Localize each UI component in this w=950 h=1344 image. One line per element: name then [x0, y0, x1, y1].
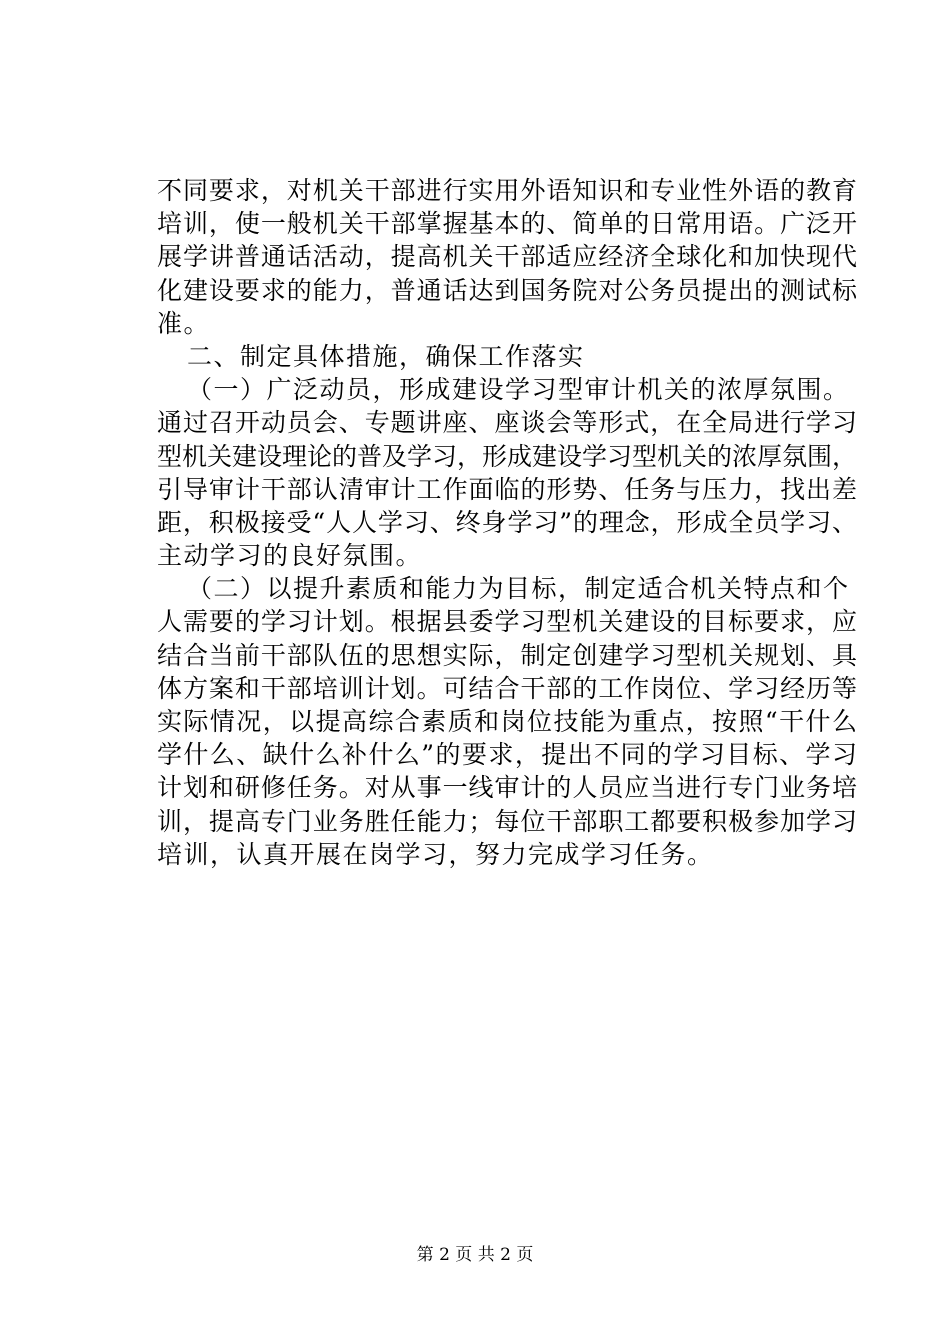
paragraph-line: 训，提高专门业务胜任能力；每位干部职工都要积极参加学习: [157, 806, 857, 836]
paragraph-line: 化建设要求的能力，普通话达到国务院对公务员提出的测试标: [157, 275, 857, 305]
paragraph-line: 学什么、缺什么补什么”的要求，提出不同的学习目标、学习: [157, 740, 857, 770]
paragraph-line: 距，积极接受“人人学习、终身学习”的理念，形成全员学习、: [157, 507, 857, 537]
paragraph-line: 结合当前干部队伍的思想实际，制定创建学习型机关规划、具: [157, 640, 857, 670]
paragraph-line: 实际情况，以提高综合素质和岗位技能为重点，按照“干什么: [157, 707, 857, 736]
paragraph-line: 培训，使一般机关干部掌握基本的、简单的日常用语。广泛开: [157, 209, 857, 239]
paragraph-line: （二）以提升素质和能力为目标，制定适合机关特点和个: [187, 574, 850, 604]
paragraph-line: 展学讲普通话活动，提高机关干部适应经济全球化和加快现代: [157, 242, 857, 272]
paragraph-line: 通过召开动员会、专题讲座、座谈会等形式，在全局进行学习: [157, 408, 857, 438]
paragraph-line: 型机关建设理论的普及学习，形成建设学习型机关的浓厚氛围，: [157, 441, 858, 471]
paragraph-line: 人需要的学习计划。根据县委学习型机关建设的目标要求，应: [157, 607, 857, 637]
paragraph-line: 培训，认真开展在岗学习，努力完成学习任务。: [157, 839, 714, 869]
paragraph-line: （一）广泛动员，形成建设学习型审计机关的浓厚氛围。: [187, 375, 850, 405]
document-body: [157, 174, 857, 871]
section-heading: 二、制定具体措施，确保工作落实: [187, 341, 585, 371]
paragraph-line: 准。: [157, 308, 211, 338]
paragraph-line: 引导审计干部认清审计工作面临的形势、任务与压力，找出差: [157, 474, 857, 504]
paragraph-line: 主动学习的良好氛围。: [157, 541, 423, 571]
paragraph-line: 计划和研修任务。对从事一线审计的人员应当进行专门业务培: [157, 773, 857, 803]
page-number-footer: 第 2 页 共 2 页: [416, 1245, 534, 1265]
paragraph-line: 体方案和干部培训计划。可结合干部的工作岗位、学习经历等: [157, 673, 857, 703]
paragraph-line: 不同要求，对机关干部进行实用外语知识和专业性外语的教育: [157, 176, 857, 205]
